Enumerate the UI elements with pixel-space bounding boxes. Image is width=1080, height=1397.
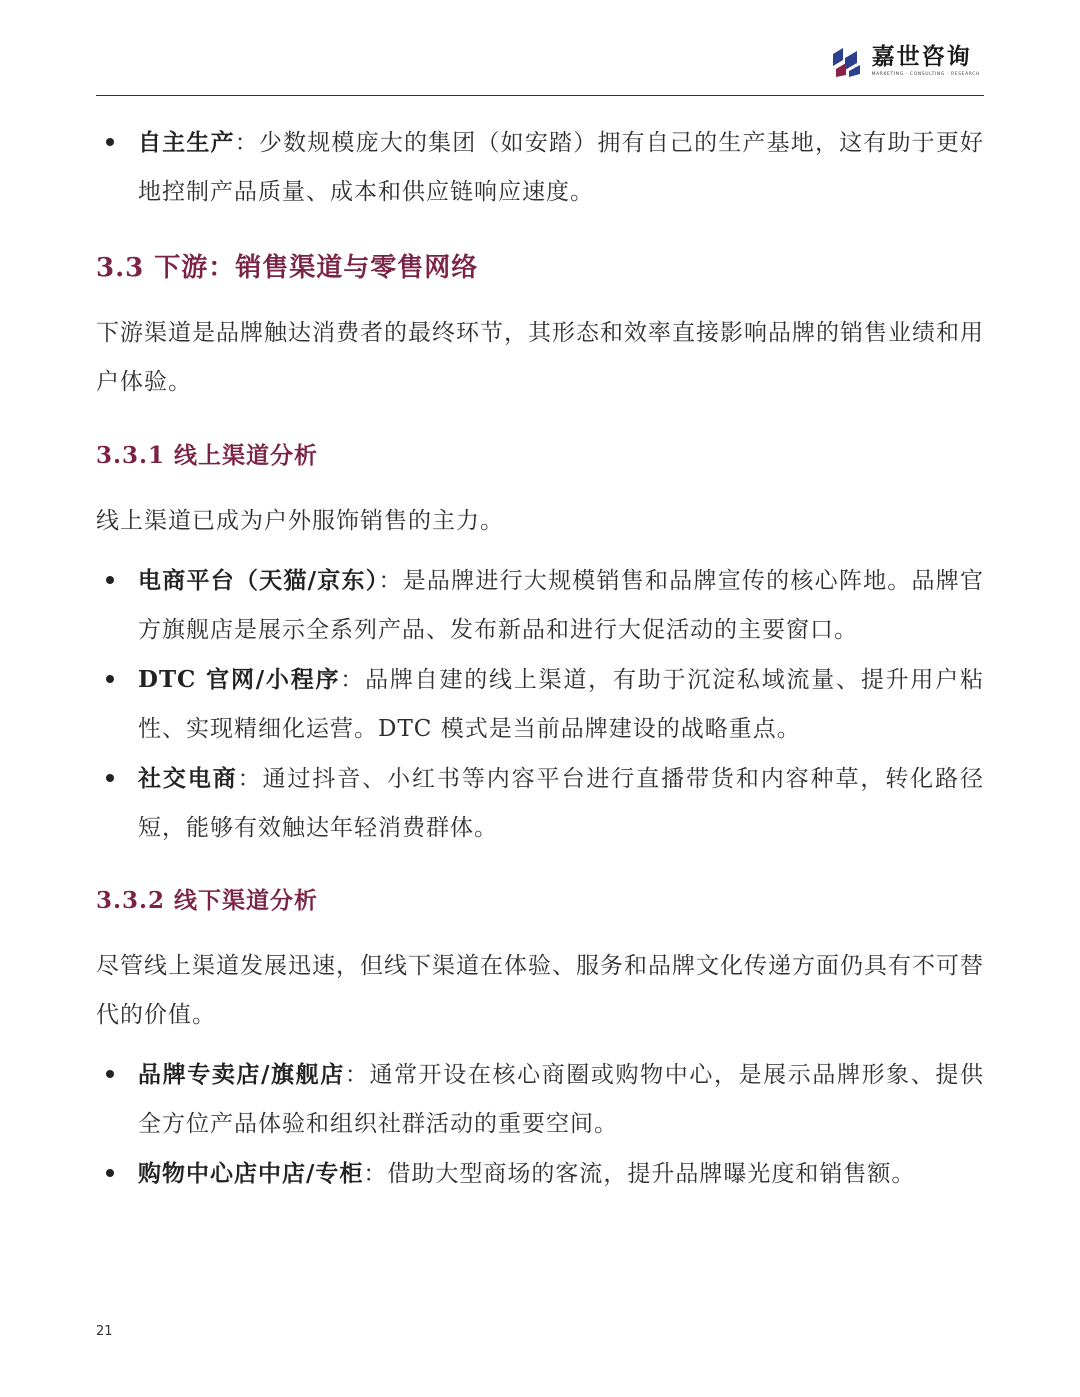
bullet-term: DTC 官网/小程序 xyxy=(138,666,341,693)
bullet-dot xyxy=(106,1169,114,1177)
page-header xyxy=(96,30,984,96)
bullet-text: ：借助大型商场的客流，提升品牌曝光度和销售额。 xyxy=(363,1161,916,1187)
bullet-dot xyxy=(106,675,114,683)
page-content xyxy=(96,118,984,1199)
bullet-social-commerce xyxy=(96,754,984,853)
bullet-text: ：品牌自建的线上渠道，有助于沉淀私域流量、提升用户粘性、实现精细化运营。DTC 模式是当前品牌建设的战略重点。 xyxy=(138,667,984,742)
bullet-dot xyxy=(106,138,114,146)
page-number: 21 xyxy=(96,1324,113,1339)
bullet-text: ：少数规模庞大的集团（如安踏）拥有自己的生产基地，这有助于更好地控制产品质量、成本和供应链响应速度。 xyxy=(138,130,985,205)
bullet-dot xyxy=(106,576,114,584)
section-heading-3-3: 3.3 下游：销售渠道与零售网络 xyxy=(96,253,479,283)
bullet-term: 购物中心店中店/专柜 xyxy=(138,1160,364,1187)
header-divider xyxy=(96,95,984,97)
bullet-term: 品牌专卖店/旗舰店 xyxy=(138,1061,345,1088)
bullet-text: ：通过抖音、小红书等内容平台进行直播带货和内容种草，转化路径短，能够有效触达年轻消费群体。 xyxy=(138,766,985,841)
bullet-self-production xyxy=(96,118,984,217)
bullet-term: 电商平台（天猫/京东） xyxy=(138,567,379,594)
bullet-text: ：是品牌进行大规模销售和品牌宣传的核心阵地。品牌官方旗舰店是展示全系列产品、发布新品和进行大促活动的主要窗口。 xyxy=(138,568,985,643)
bullet-term: 自主生产 xyxy=(138,129,235,156)
bullet-dot xyxy=(106,774,114,782)
bullet-flagship-store xyxy=(96,1050,984,1149)
bullet-term: 社交电商 xyxy=(138,765,238,792)
brand-logo-icon xyxy=(830,44,864,78)
bullet-ecommerce-platform xyxy=(96,556,984,655)
bullet-dot xyxy=(106,1070,114,1078)
brand-tagline: MARKETING · CONSULTING · RESEARCH xyxy=(871,72,980,77)
brand-name: 嘉世咨询 xyxy=(871,44,972,70)
section-3-3-2-intro: 尽管线上渠道发展迅速，但线下渠道在体验、服务和品牌文化传递方面仍具有不可替代的价值。 xyxy=(96,953,984,1028)
bullet-mall-counter xyxy=(96,1149,984,1199)
section-heading-3-3-2: 3.3.2 线下渠道分析 xyxy=(96,887,319,914)
bullet-text: ：通常开设在核心商圈或购物中心，是展示品牌形象、提供全方位产品体验和组织社群活动的重要空间。 xyxy=(138,1062,985,1137)
bullet-dtc-site xyxy=(96,655,984,754)
brand xyxy=(830,44,980,78)
brand-text xyxy=(872,44,980,78)
section-3-3-intro: 下游渠道是品牌触达消费者的最终环节，其形态和效率直接影响品牌的销售业绩和用户体验。 xyxy=(96,320,984,395)
section-3-3-1-intro: 线上渠道已成为户外服饰销售的主力。 xyxy=(96,508,504,534)
section-heading-3-3-1: 3.3.1 线上渠道分析 xyxy=(96,442,319,469)
